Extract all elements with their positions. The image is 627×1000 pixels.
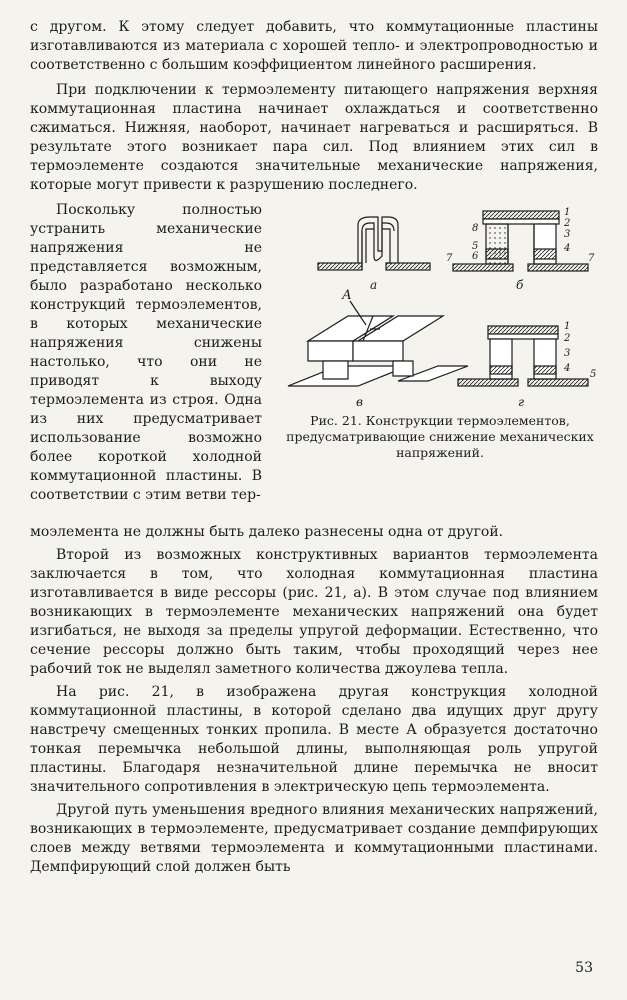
paragraph-2: При подключении к термоэлементу питающего напряжения верхняя коммутационная пластина начинает охлаждаться и соответственно сжиматься. Нижняя, наоборот, начинает нагреваться и расширяться. В результате этого возникает пара сил. Под влиянием этих сил в термоэлементе создаются значительные механические напряжения, которые могут привести к разрушению последнего. bbox=[30, 82, 598, 193]
label-b-2: 2 bbox=[564, 218, 571, 229]
paragraph-4: Второй из возможных конструктивных вариантов термоэлемента заключается в том, что холодная коммутационная пластина изготавливается в виде рессоры (рис. 21, а). В этом случае под влиянием возникающих в термоэлементе механических напряжений она будет изгибаться, не выходя за пределы упругой деформации. Естественно, что сечение рессоры должно быть таким, чтобы проходящий через нее рабочий ток не выделял заметного количества джоулева тепла. bbox=[30, 547, 598, 677]
label-g-5: 5 bbox=[590, 369, 597, 380]
paragraph-6: Другой путь уменьшения вредного влияния механических напряжений, возникающих в термоэлементе, предусматривает создание демпфирующих слоев между ветвями термоэлемента и коммутационными пластинами. Демпфирующий слой должен быть bbox=[30, 802, 598, 875]
left-column bbox=[30, 201, 262, 505]
figure-21v-point-A: А bbox=[342, 288, 352, 303]
subfigure-label-a: а bbox=[370, 278, 378, 292]
paragraph-1: с другом. К этому следует добавить, что коммутационные пластины изготавливаются из материала с хорошей тепло- и электропроводностью и соответственно с большим коэффициентом линейного расширения. bbox=[30, 19, 598, 73]
label-g-4: 4 bbox=[564, 363, 571, 374]
figure-21 bbox=[278, 201, 598, 471]
label-b-5: 5 bbox=[472, 241, 479, 252]
label-g-2: 2 bbox=[564, 333, 571, 344]
label-b-6: 6 bbox=[472, 251, 479, 262]
label-b-3: 3 bbox=[564, 229, 571, 240]
paragraph-3-continuation: моэлемента не должны быть далеко разнесены одна от другой. bbox=[30, 524, 504, 540]
paragraph-3-part: Поскольку полностью устранить механические напряжения не представляется возможным, было разработано несколько конструкций термоэлементов, в которых механические напряжения снижены настолько, что они не приводят к выходу термоэлемента из строя. Одна из них предусматривает использование возможно более короткой холодной коммутационной пластины. В соответствии с этим ветви тер- bbox=[30, 202, 262, 503]
label-b-7-right: 7 bbox=[588, 253, 595, 264]
label-b-1: 1 bbox=[564, 207, 571, 218]
subfigure-label-b: б bbox=[516, 278, 524, 292]
text-with-figure bbox=[30, 201, 598, 523]
figure-21v-cuts bbox=[288, 301, 468, 386]
label-g-1: 1 bbox=[564, 321, 571, 332]
label-b-4: 4 bbox=[564, 243, 571, 254]
text-after-figure bbox=[30, 523, 598, 877]
figure-21a-spring bbox=[318, 217, 430, 270]
subfigure-label-v: в bbox=[356, 395, 363, 409]
label-b-8: 8 bbox=[472, 223, 479, 234]
paragraph-5: На рис. 21, в изображена другая конструкция холодной коммутационной пластины, в которой сделано два идущих друг другу навстречу смещенных тонких пропила. В месте А образуется достаточно тонкая перемычка небольшой длины, выполняющая роль упругой пластины. Благодаря незначительной длине перемычка не вносит значительного сопротивления в электрическую цепь термоэлемента. bbox=[30, 684, 598, 795]
figure-caption: Рис. 21. Конструкции термоэлементов, предусматривающие снижение механических напряжений. bbox=[286, 413, 594, 460]
label-g-3: 3 bbox=[564, 348, 571, 359]
subfigure-label-g: г bbox=[518, 395, 525, 409]
label-b-7-left: 7 bbox=[446, 253, 453, 264]
page-body bbox=[30, 18, 598, 881]
page-number: 53 bbox=[575, 960, 593, 976]
figure-21-drawing bbox=[278, 201, 598, 411]
